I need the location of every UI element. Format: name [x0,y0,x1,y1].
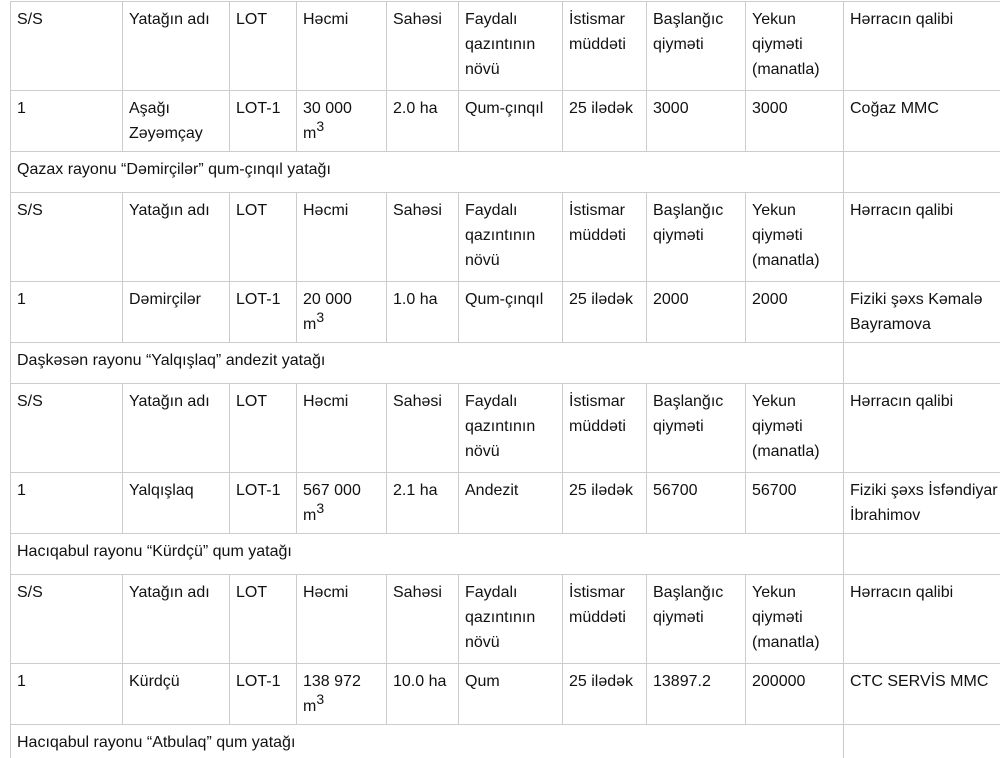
header-volume: Həcmi [297,575,387,664]
header-term: İstismar müddəti [563,193,647,282]
section-empty-cell [844,343,1000,384]
volume-unit-exponent: 3 [316,309,325,325]
cell-mineral-type: Qum-çınqıl [459,91,563,152]
header-term: İstismar müddəti [563,575,647,664]
cell-serial: 1 [11,664,123,725]
header-deposit-name: Yatağın adı [123,575,230,664]
header-lot: LOT [230,193,297,282]
cell-start-price: 2000 [647,282,746,343]
cell-term: 25 ilədək [563,664,647,725]
cell-mineral-type: Qum-çınqıl [459,282,563,343]
cell-area: 10.0 ha [387,664,459,725]
header-term: İstismar müddəti [563,384,647,473]
cell-final-price: 2000 [746,282,844,343]
header-final-price: Yekun qiyməti (manatla) [746,575,844,664]
cell-start-price: 56700 [647,473,746,534]
cell-winner: Fiziki şəxs İsfəndiyar İbrahimov [844,473,1000,534]
cell-term: 25 ilədək [563,282,647,343]
cell-volume: 567 000 m3 [297,473,387,534]
table-header-row [11,193,1000,282]
header-deposit-name: Yatağın adı [123,193,230,282]
cell-area: 2.0 ha [387,91,459,152]
table-row [11,664,1000,725]
section-title-row [11,725,1000,758]
cell-mineral-type: Qum [459,664,563,725]
header-start-price: Başlanğıc qiyməti [647,575,746,664]
header-final-price: Yekun qiyməti (manatla) [746,193,844,282]
header-lot: LOT [230,2,297,91]
section-title: Hacıqabul rayonu “Kürdçü” qum yatağı [11,534,844,575]
section-title: Hacıqabul rayonu “Atbulaq” qum yatağı [11,725,844,758]
cell-final-price: 56700 [746,473,844,534]
table-row [11,473,1000,534]
section-empty-cell [844,152,1000,193]
header-area: Sahəsi [387,384,459,473]
auction-results-table [10,1,1000,758]
header-serial: S/S [11,575,123,664]
table-row [11,91,1000,152]
cell-start-price: 13897.2 [647,664,746,725]
cell-serial: 1 [11,282,123,343]
table-header-row [11,575,1000,664]
cell-term: 25 ilədək [563,91,647,152]
header-lot: LOT [230,384,297,473]
header-start-price: Başlanğıc qiyməti [647,193,746,282]
cell-volume: 30 000 m3 [297,91,387,152]
header-volume: Həcmi [297,384,387,473]
header-volume: Həcmi [297,193,387,282]
section-title-row [11,534,1000,575]
header-area: Sahəsi [387,2,459,91]
cell-serial: 1 [11,91,123,152]
header-mineral-type: Faydalı qazıntının növü [459,384,563,473]
header-start-price: Başlanğıc qiyməti [647,2,746,91]
section-empty-cell [844,725,1000,758]
cell-deposit-name: Yalqışlaq [123,473,230,534]
header-serial: S/S [11,2,123,91]
volume-unit-exponent: 3 [316,691,325,707]
cell-winner: Fiziki şəxs Kəmalə Bayramova [844,282,1000,343]
cell-area: 1.0 ha [387,282,459,343]
cell-final-price: 200000 [746,664,844,725]
header-winner: Hərracın qalibi [844,575,1000,664]
volume-unit-exponent: 3 [316,500,325,516]
section-title-row [11,343,1000,384]
cell-volume: 138 972 m3 [297,664,387,725]
cell-final-price: 3000 [746,91,844,152]
cell-area: 2.1 ha [387,473,459,534]
volume-unit: m [303,125,317,142]
header-final-price: Yekun qiyməti (manatla) [746,2,844,91]
header-final-price: Yekun qiyməti (manatla) [746,384,844,473]
volume-unit: m [303,316,317,333]
header-term: İstismar müddəti [563,2,647,91]
header-winner: Hərracın qalibi [844,2,1000,91]
cell-mineral-type: Andezit [459,473,563,534]
volume-unit-exponent: 3 [316,118,325,134]
header-winner: Hərracın qalibi [844,193,1000,282]
cell-term: 25 ilədək [563,473,647,534]
volume-unit: m [303,698,317,715]
header-deposit-name: Yatağın adı [123,384,230,473]
section-empty-cell [844,534,1000,575]
cell-deposit-name: Aşağı Zəyəmçay [123,91,230,152]
header-serial: S/S [11,193,123,282]
header-mineral-type: Faydalı qazıntının növü [459,575,563,664]
cell-lot: LOT-1 [230,664,297,725]
table-header-row [11,384,1000,473]
cell-serial: 1 [11,473,123,534]
volume-unit: m [303,507,317,524]
cell-volume: 20 000 m3 [297,282,387,343]
cell-lot: LOT-1 [230,282,297,343]
cell-start-price: 3000 [647,91,746,152]
header-serial: S/S [11,384,123,473]
cell-winner: CTC SERVİS MMC [844,664,1000,725]
cell-winner: Coğaz MMC [844,91,1000,152]
header-start-price: Başlanğıc qiyməti [647,384,746,473]
header-mineral-type: Faydalı qazıntının növü [459,2,563,91]
cell-deposit-name: Kürdçü [123,664,230,725]
cell-lot: LOT-1 [230,473,297,534]
table-header-row [11,2,1000,91]
section-title: Qazax rayonu “Dəmirçilər” qum-çınqıl yatağı [11,152,844,193]
section-title-row [11,152,1000,193]
header-area: Sahəsi [387,193,459,282]
table-row [11,282,1000,343]
header-mineral-type: Faydalı qazıntının növü [459,193,563,282]
cell-deposit-name: Dəmirçilər [123,282,230,343]
cell-lot: LOT-1 [230,91,297,152]
header-volume: Həcmi [297,2,387,91]
header-winner: Hərracın qalibi [844,384,1000,473]
section-title: Daşkəsən rayonu “Yalqışlaq” andezit yatağı [11,343,844,384]
header-deposit-name: Yatağın adı [123,2,230,91]
header-lot: LOT [230,575,297,664]
header-area: Sahəsi [387,575,459,664]
